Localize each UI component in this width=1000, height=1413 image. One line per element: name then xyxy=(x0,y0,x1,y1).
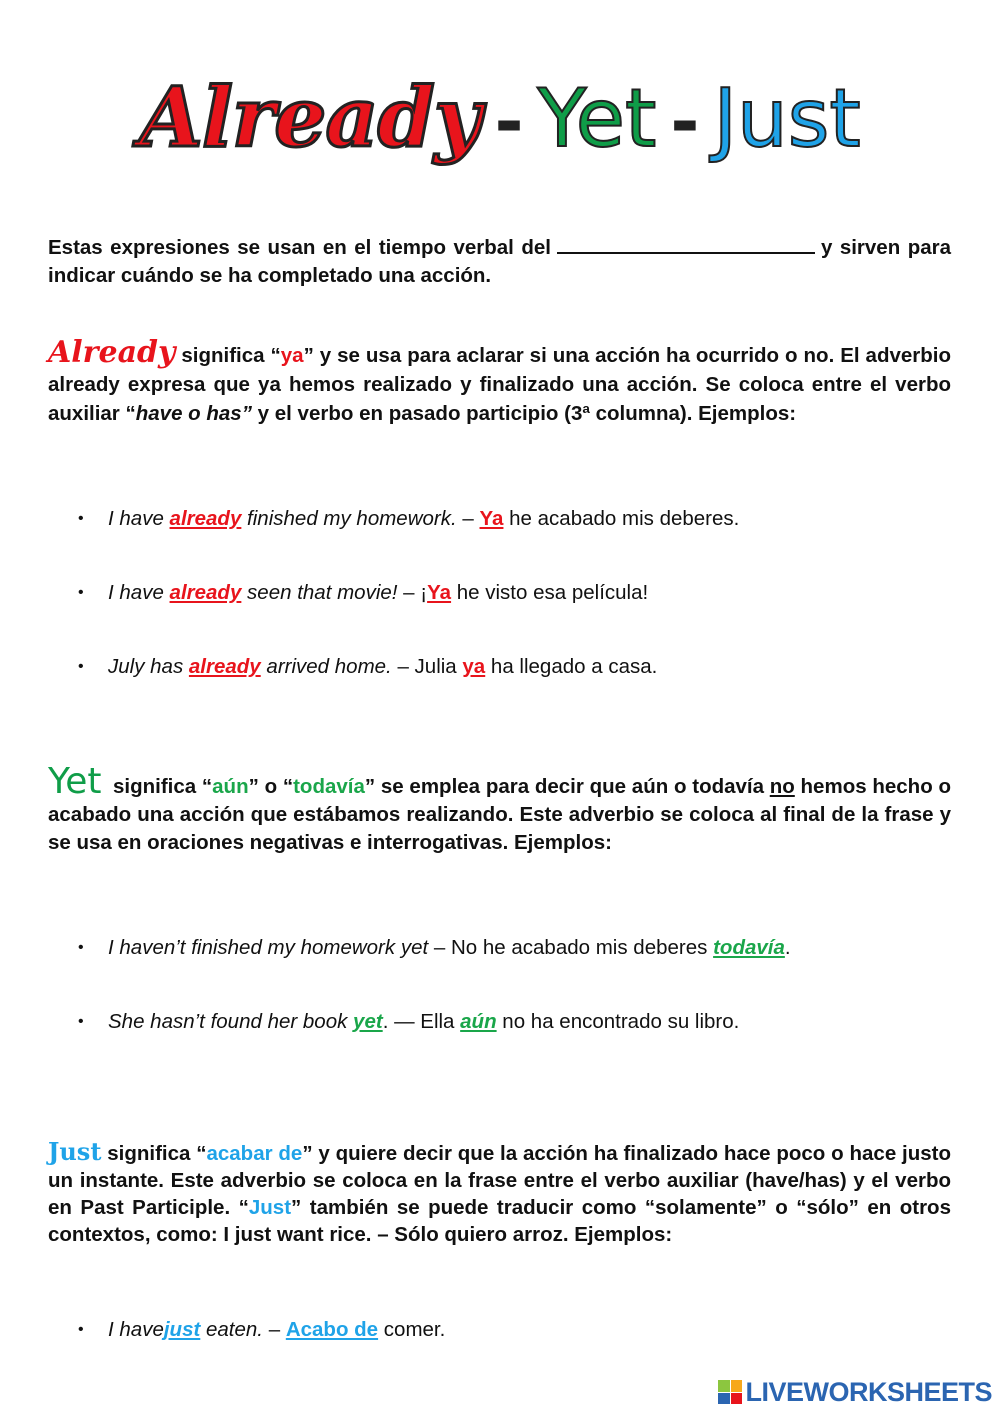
already-text-1: significa “ xyxy=(175,344,281,367)
yet-examples xyxy=(78,933,958,1037)
already-text-3: y el verbo en pasado participio (3ª columna). Ejemplos: xyxy=(251,402,797,425)
already-keyword: Already xyxy=(48,335,176,370)
list-item: • I have already seen that movie! – ¡Ya he visto esa película! xyxy=(78,578,958,608)
title-already: Already xyxy=(139,70,481,166)
example-keyword: already xyxy=(188,655,261,678)
example-keyword: already xyxy=(169,581,242,604)
yet-aun: aún xyxy=(212,775,249,798)
yet-no: no xyxy=(769,775,795,798)
example-keyword: yet xyxy=(353,1010,383,1033)
example-keyword: already xyxy=(169,507,242,530)
intro-text-2: y sirven para indicar cuándo se ha completado una acción. xyxy=(48,236,952,287)
yet-text-3: ” se emplea para decir que aún o todavía xyxy=(364,775,770,798)
list-item: • I have already finished my homework. – Ya he acabado mis deberes. xyxy=(78,504,958,534)
just-paragraph xyxy=(48,1138,951,1248)
just-acabar-de: acabar de xyxy=(206,1142,303,1165)
intro-paragraph xyxy=(48,234,951,290)
yet-keyword: Yet xyxy=(48,761,102,802)
logo-text: LIVEWORKSHEETS xyxy=(745,1376,992,1407)
title-yet: Yet xyxy=(537,72,657,165)
already-text-2: ” y se usa para aclarar si una acción ha ocurrido o no. El adverbio already expresa que ya hemos realizado y finalizado una acción. Se coloca entre el verbo auxiliar “ xyxy=(48,344,951,425)
list-item: • July has already arrived home. – Julia ya ha llegado a casa. xyxy=(78,652,958,682)
yet-paragraph xyxy=(48,761,951,857)
example-translation-keyword: Ya xyxy=(427,581,452,604)
yet-text-2: ” o “ xyxy=(248,775,294,798)
title-just: Just xyxy=(713,72,861,165)
just-text-1: significa “ xyxy=(101,1142,207,1165)
fill-in-blank[interactable] xyxy=(557,234,815,254)
just-text-2: ” y quiere decir que la acción ha finalizado hace poco o hace justo un instante. Este adverbio se coloca en la frase entre el verbo auxiliar (have/has) y el verbo en Past Participle. “ xyxy=(48,1142,952,1219)
intro-text-1: Estas expresiones se usan en el tiempo verbal del xyxy=(48,236,551,259)
yet-text-4: hemos hecho o acabado una acción que estábamos realizando. Este adverbio se coloca al final de la frase y se usa en oraciones negativas e interrogativas. Ejemplos: xyxy=(48,775,951,854)
example-keyword: todavía xyxy=(713,936,785,959)
worksheet-title xyxy=(0,70,1000,166)
example-translation-keyword: Acabo de xyxy=(285,1318,379,1341)
yet-text-1: significa “ xyxy=(107,775,213,798)
liveworksheets-logo-icon xyxy=(718,1380,742,1404)
just-examples xyxy=(78,1315,958,1345)
already-have-has: have o has” xyxy=(135,402,252,425)
example-translation-keyword: ya xyxy=(462,655,486,678)
title-dash-2: - xyxy=(670,81,700,163)
already-examples xyxy=(78,504,958,682)
example-translation-keyword: aún xyxy=(460,1010,497,1033)
liveworksheets-logo[interactable] xyxy=(718,1377,992,1407)
example-keyword: just xyxy=(163,1318,201,1341)
example-translation-keyword: Ya xyxy=(479,507,504,530)
yet-todavia: todavía xyxy=(293,775,365,798)
already-paragraph xyxy=(48,335,951,428)
just-keyword: Just xyxy=(48,1137,102,1166)
already-ya: ya xyxy=(280,344,304,367)
list-item: • She hasn’t found her book yet. — Ella aún no ha encontrado su libro. xyxy=(78,1007,958,1037)
just-just: Just xyxy=(248,1196,292,1219)
title-dash-1: - xyxy=(494,81,524,163)
list-item: • I haven’t finished my homework yet – No he acabado mis deberes todavía. xyxy=(78,933,958,963)
list-item: • I havejust eaten. – Acabo de comer. xyxy=(78,1315,958,1345)
just-text-3: ” también se puede traducir como “solamente” o “sólo” en otros contextos, como: I just want rice. – Sólo quiero arroz. Ejemplos: xyxy=(48,1196,951,1246)
